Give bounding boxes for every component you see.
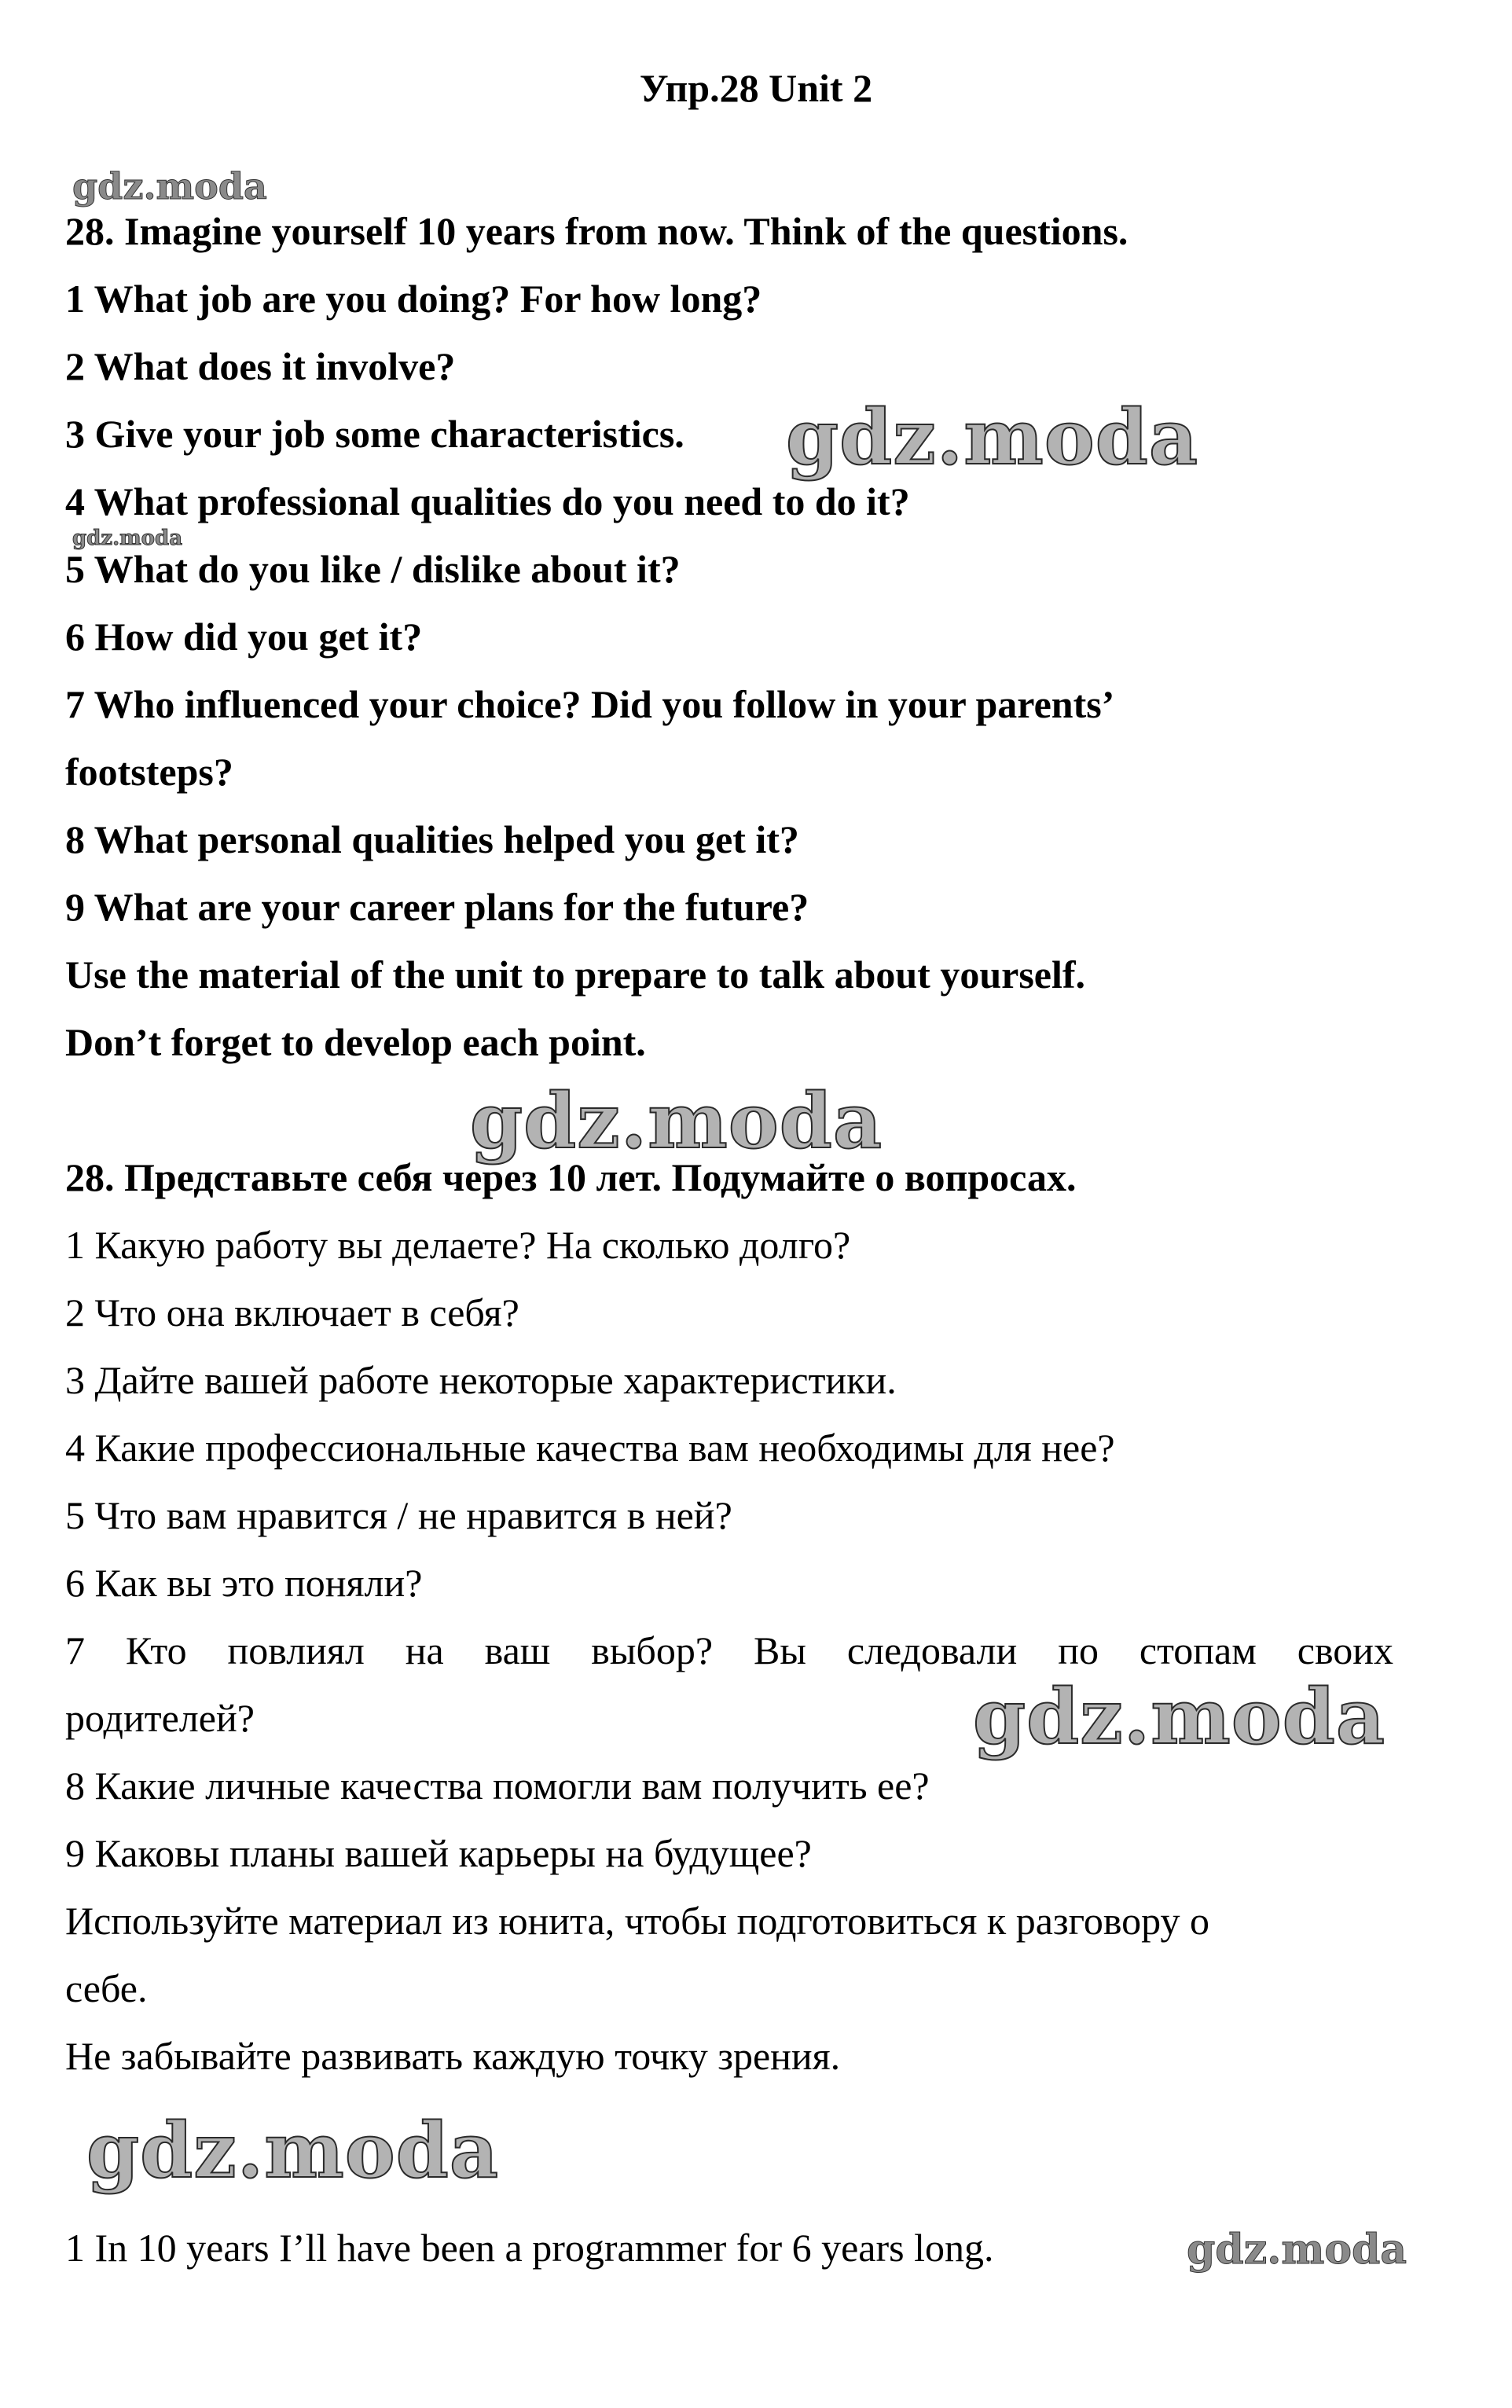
russian-question: 8 Какие личные качества помогли вам получить ее? <box>65 1764 930 1808</box>
english-question: 9 What are your career plans for the future? <box>65 885 809 929</box>
english-question: 3 Give your job some characteristics. <box>65 412 684 456</box>
english-question: 2 What does it involve? <box>65 344 456 388</box>
english-question: 1 What job are you doing? For how long? <box>65 277 762 321</box>
russian-question: 9 Каковы планы вашей карьеры на будущее? <box>65 1831 812 1875</box>
russian-instruction: себе. <box>65 1966 148 2010</box>
russian-question: 6 Как вы это поняли? <box>65 1561 423 1605</box>
russian-question: 3 Дайте вашей работе некоторые характеристики. <box>65 1358 897 1402</box>
english-instruction: Don’t forget to develop each point. <box>65 1020 646 1064</box>
answer-line: 1 In 10 years I’ll have been a programmer for 6 years long. <box>65 2226 994 2270</box>
watermark-logo: gdz.moda <box>470 1077 883 1165</box>
english-question: 5 What do you like / dislike about it? <box>65 547 681 591</box>
watermark-logo: gdz.moda <box>1187 2226 1407 2274</box>
page-title: Упр.28 Unit 2 <box>639 66 873 110</box>
watermark-logo: gdz.moda <box>786 393 1199 482</box>
russian-instruction: Не забывайте развивать каждую точку зрения. <box>65 2034 841 2078</box>
russian-heading: 28. Представьте себя через 10 лет. Подумайте о вопросах. <box>65 1155 1077 1199</box>
russian-question: 7 Кто повлиял на ваш выбор? Вы следовали по стопам своих <box>65 1628 1393 1672</box>
russian-question: родителей? <box>65 1696 255 1740</box>
english-instruction: Use the material of the unit to prepare to talk about yourself. <box>65 953 1086 997</box>
english-question: 6 How did you get it? <box>65 615 423 659</box>
watermark-logo: gdz.moda <box>72 165 267 207</box>
watermark-logo: gdz.moda <box>86 2106 500 2195</box>
watermark-logo: gdz.moda <box>72 527 183 550</box>
english-question: footsteps? <box>65 750 233 794</box>
russian-question: 2 Что она включает в себя? <box>65 1290 519 1334</box>
english-question: 7 Who influenced your choice? Did you follow in your parents’ <box>65 682 1115 726</box>
russian-instruction: Используйте материал из юнита, чтобы подготовиться к разговору о <box>65 1899 1210 1943</box>
russian-question: 5 Что вам нравится / не нравится в ней? <box>65 1493 732 1537</box>
english-question: 4 What professional qualities do you need to do it? <box>65 479 910 523</box>
russian-question: 4 Какие профессиональные качества вам необходимы для нее? <box>65 1426 1115 1470</box>
russian-question: 1 Какую работу вы делаете? На сколько долго? <box>65 1223 851 1267</box>
english-question: 8 What personal qualities helped you get it? <box>65 817 799 861</box>
english-heading: 28. Imagine yourself 10 years from now. Think of the questions. <box>65 209 1128 253</box>
watermark-logo: gdz.moda <box>973 1672 1386 1761</box>
